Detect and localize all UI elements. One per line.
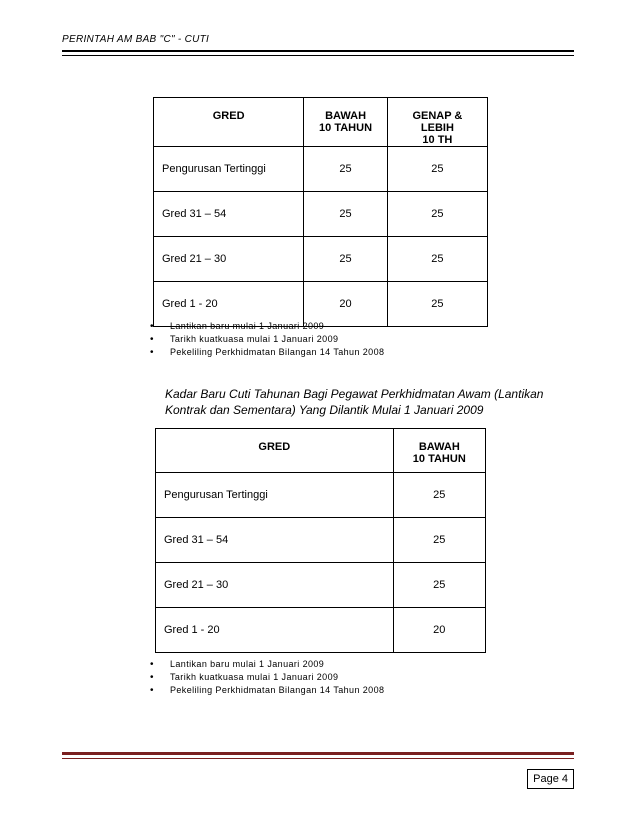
value-cell: 20 [393, 608, 485, 653]
notes-list [150, 320, 384, 359]
value-cell: 20 [304, 282, 388, 327]
value-cell: 25 [393, 563, 485, 608]
note-text: Pekeliling Perkhidmatan Bilangan 14 Tahun 2008 [170, 347, 385, 357]
table-row [154, 192, 488, 237]
table-row [154, 147, 488, 192]
leave-rate-table-contract [155, 428, 486, 653]
footer-rule-thin [62, 758, 574, 759]
leave-rate-table-permanent [153, 97, 488, 327]
section-title: Kadar Baru Cuti Tahunan Bagi Pegawat Perkhidmatan Awam (Lantikan Kontrak dan Sementara) Yang Dilantik Mulai 1 Januari 2009 [165, 387, 544, 417]
grade-cell: Pengurusan Tertinggi [156, 473, 394, 518]
value-cell: 25 [304, 147, 388, 192]
notes-list [150, 658, 384, 697]
note-text: Lantikan baru mulai 1 Januari 2009 [170, 659, 325, 669]
column-header-below-10: BAWAH 10 TAHUN [393, 429, 485, 473]
grade-cell: Gred 21 – 30 [154, 237, 304, 282]
running-header: PERINTAH AM BAB "C" - CUTI [62, 34, 210, 45]
column-header-10-and-above: GENAP & LEBIH 10 TH [387, 98, 487, 147]
bullet-icon: • [150, 659, 154, 670]
column-header-below-10: BAWAH 10 TAHUN [304, 98, 388, 147]
list-item [150, 684, 384, 697]
note-text: Pekeliling Perkhidmatan Bilangan 14 Tahun 2008 [170, 685, 385, 695]
grade-cell: Gred 21 – 30 [156, 563, 394, 608]
note-text: Tarikh kuatkuasa mulai 1 Januari 2009 [170, 672, 339, 682]
grade-cell: Pengurusan Tertinggi [154, 147, 304, 192]
grade-cell: Gred 1 - 20 [156, 608, 394, 653]
table-row [156, 473, 486, 518]
grade-cell: Gred 31 – 54 [154, 192, 304, 237]
note-text: Tarikh kuatkuasa mulai 1 Januari 2009 [170, 334, 339, 344]
grade-cell: Gred 31 – 54 [156, 518, 394, 563]
table-row [154, 237, 488, 282]
value-cell: 25 [387, 282, 487, 327]
column-header-gred: GRED [156, 429, 394, 473]
header-rule-thin [62, 55, 574, 56]
bullet-icon: • [150, 347, 154, 358]
bullet-icon: • [150, 334, 154, 345]
value-cell: 25 [387, 192, 487, 237]
table-header-row [156, 429, 486, 473]
value-cell: 25 [387, 147, 487, 192]
table-row [156, 608, 486, 653]
page-number: Page 4 [527, 769, 574, 789]
list-item [150, 346, 384, 359]
table-row [156, 563, 486, 608]
value-cell: 25 [393, 518, 485, 563]
list-item [150, 671, 384, 684]
footer-rule [62, 752, 574, 755]
value-cell: 25 [304, 192, 388, 237]
table-row [156, 518, 486, 563]
list-item [150, 320, 384, 333]
list-item [150, 333, 384, 346]
list-item [150, 658, 384, 671]
header-rule [62, 50, 574, 52]
value-cell: 25 [387, 237, 487, 282]
table-header-row [154, 98, 488, 147]
bullet-icon: • [150, 321, 154, 332]
value-cell: 25 [304, 237, 388, 282]
value-cell: 25 [393, 473, 485, 518]
bullet-icon: • [150, 685, 154, 696]
column-header-gred: GRED [154, 98, 304, 147]
grade-cell: Gred 1 - 20 [154, 282, 304, 327]
note-text: Lantikan baru mulai 1 Januari 2009 [170, 321, 325, 331]
bullet-icon: • [150, 672, 154, 683]
